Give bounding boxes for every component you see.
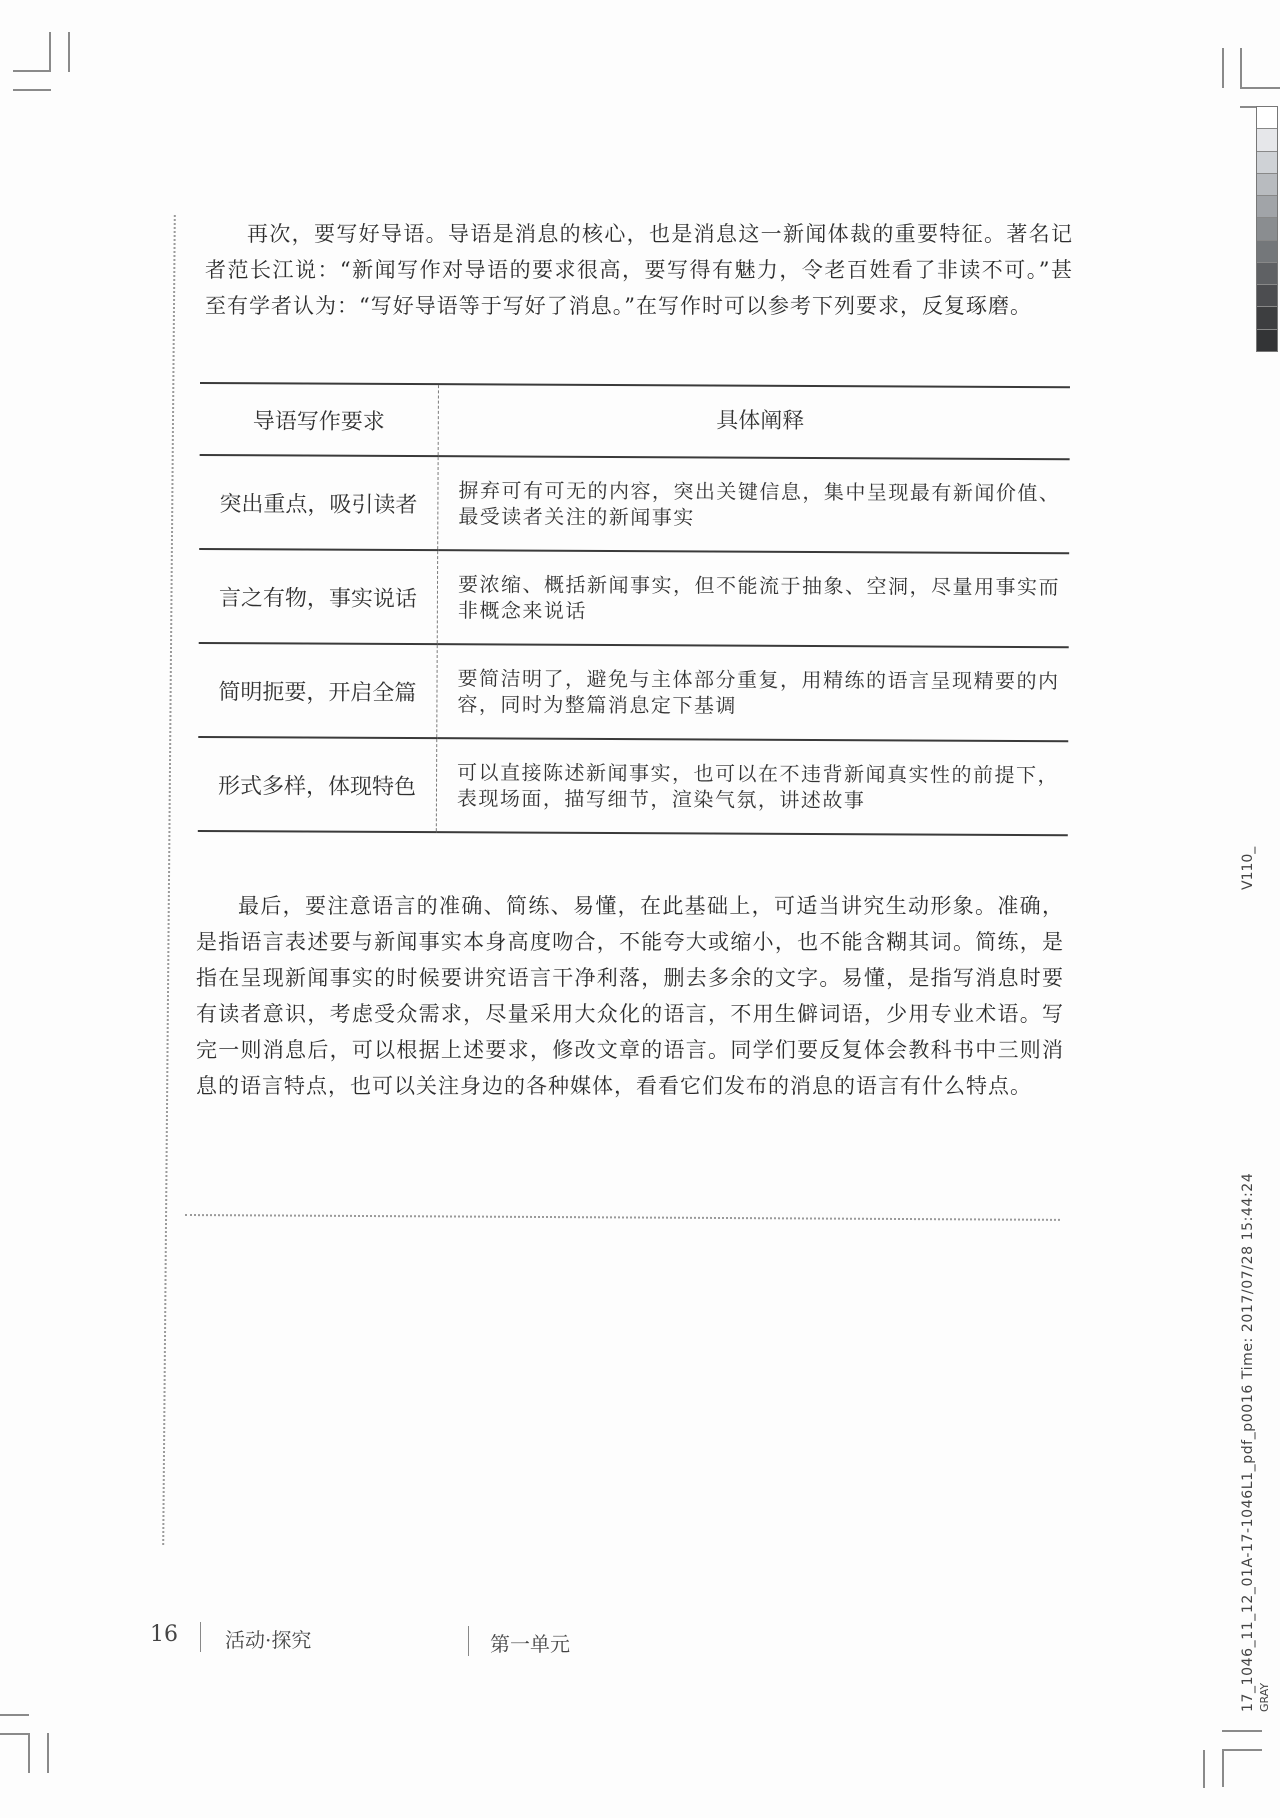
crop-mark: [49, 32, 51, 72]
grayscale-step: [1257, 174, 1277, 196]
grayscale-step: [1257, 285, 1277, 307]
requirement-cell: 突出重点，吸引读者: [199, 455, 438, 550]
grayscale-step: [1257, 330, 1277, 351]
footer-unit-label: 第一单元: [490, 1632, 570, 1656]
explanation-cell: 摒弃可有可无的内容，突出关键信息，集中呈现最有新闻价值、最受读者关注的新闻事实: [438, 456, 1070, 553]
crop-mark: [1222, 48, 1224, 88]
grayscale-step: [1257, 107, 1277, 129]
requirement-cell: 言之有物，事实说话: [199, 549, 438, 644]
crop-mark: [1222, 1749, 1262, 1751]
crop-mark: [28, 1733, 30, 1773]
explanation-cell: 要浓缩、概括新闻事实，但不能流于抽象、空洞，尽量用事实而非概念来说话: [437, 550, 1069, 647]
closing-paragraph: 最后，要注意语言的准确、简练、易懂，在此基础上，可适当讲究生动形象。准确，是指语言表述要与新闻事实本身高度吻合，不能夸大或缩小，也不能含糊其词。简练，是指在呈现新闻事实的时候要讲究语言干净利落，删去多余的文字。易懂，是指写消息时要有读者意识，考虑受众需求，尽量采用大众化的语言，不用生僻词语，少用专业术语。写完一则消息后，可以根据上述要求，修改文章的语言。同学们要反复体会教科书中三则消息的语言特点，也可以关注身边的各种媒体，看看它们发布的消息的语言有什么特点。: [196, 894, 1064, 1098]
crop-mark: [13, 70, 51, 72]
header-requirement: 导语写作要求: [200, 383, 439, 456]
footer-divider: [200, 1622, 201, 1652]
table-row: [198, 643, 1068, 741]
dotted-margin-rule: [162, 215, 176, 1545]
crop-mark: [68, 32, 70, 72]
table-header-row: [200, 383, 1070, 459]
crop-mark: [1240, 87, 1280, 89]
print-color-mode: GRAY: [1258, 1682, 1271, 1712]
crop-mark: [1222, 1730, 1262, 1732]
grayscale-step: [1257, 218, 1277, 240]
grayscale-step: [1257, 241, 1277, 263]
intro-paragraph: 再次，要写好导语。导语是消息的核心，也是消息这一新闻体裁的重要特征。著名记者范长江说：“新闻写作对导语的要求很高，要写得有魅力，令老百姓看了非读不可。”甚至有学者认为：“写好导语等于写好了消息。”在写作时可以参考下列要求，反复琢磨。: [205, 222, 1073, 318]
dotted-section-rule: [185, 1214, 1060, 1221]
crop-mark: [0, 1733, 29, 1735]
grayscale-step: [1257, 196, 1277, 218]
requirement-cell: 简明扼要，开启全篇: [198, 643, 437, 738]
page-number: 16: [150, 1622, 178, 1647]
table-row: [199, 455, 1069, 553]
print-version-slug: V110_: [1240, 846, 1256, 890]
print-job-slug: 17_1046_11_12_01A-17-1046L1_pdf_p0016 Time: 2017/07/28 15:44:24: [1240, 1172, 1256, 1712]
grayscale-step: [1257, 129, 1277, 151]
explanation-cell: 可以直接陈述新闻事实，也可以在不违背新闻真实性的前提下，表现场面，描写细节，渲染气氛，讲述故事: [436, 738, 1068, 835]
requirement-cell: 形式多样，体现特色: [198, 737, 437, 832]
footer-divider: [468, 1626, 469, 1656]
crop-mark: [1240, 48, 1242, 88]
footer-section-label: 活动·探究: [225, 1628, 312, 1652]
crop-mark: [1203, 1750, 1205, 1788]
crop-mark: [0, 1714, 29, 1716]
explanation-cell: 要简洁明了，避免与主体部分重复，用精练的语言呈现精要的内容，同时为整篇消息定下基调: [437, 644, 1069, 741]
table-row: [199, 549, 1069, 647]
crop-mark: [13, 89, 51, 91]
grayscale-step: [1257, 152, 1277, 174]
grayscale-calibration-strip: [1256, 106, 1278, 352]
crop-mark: [47, 1733, 49, 1773]
crop-mark: [1222, 1749, 1224, 1787]
grayscale-step: [1257, 263, 1277, 285]
header-explanation: 具体阐释: [438, 384, 1070, 459]
grayscale-step: [1257, 307, 1277, 329]
lead-requirements-table: [198, 382, 1070, 836]
table-row: [198, 737, 1068, 835]
